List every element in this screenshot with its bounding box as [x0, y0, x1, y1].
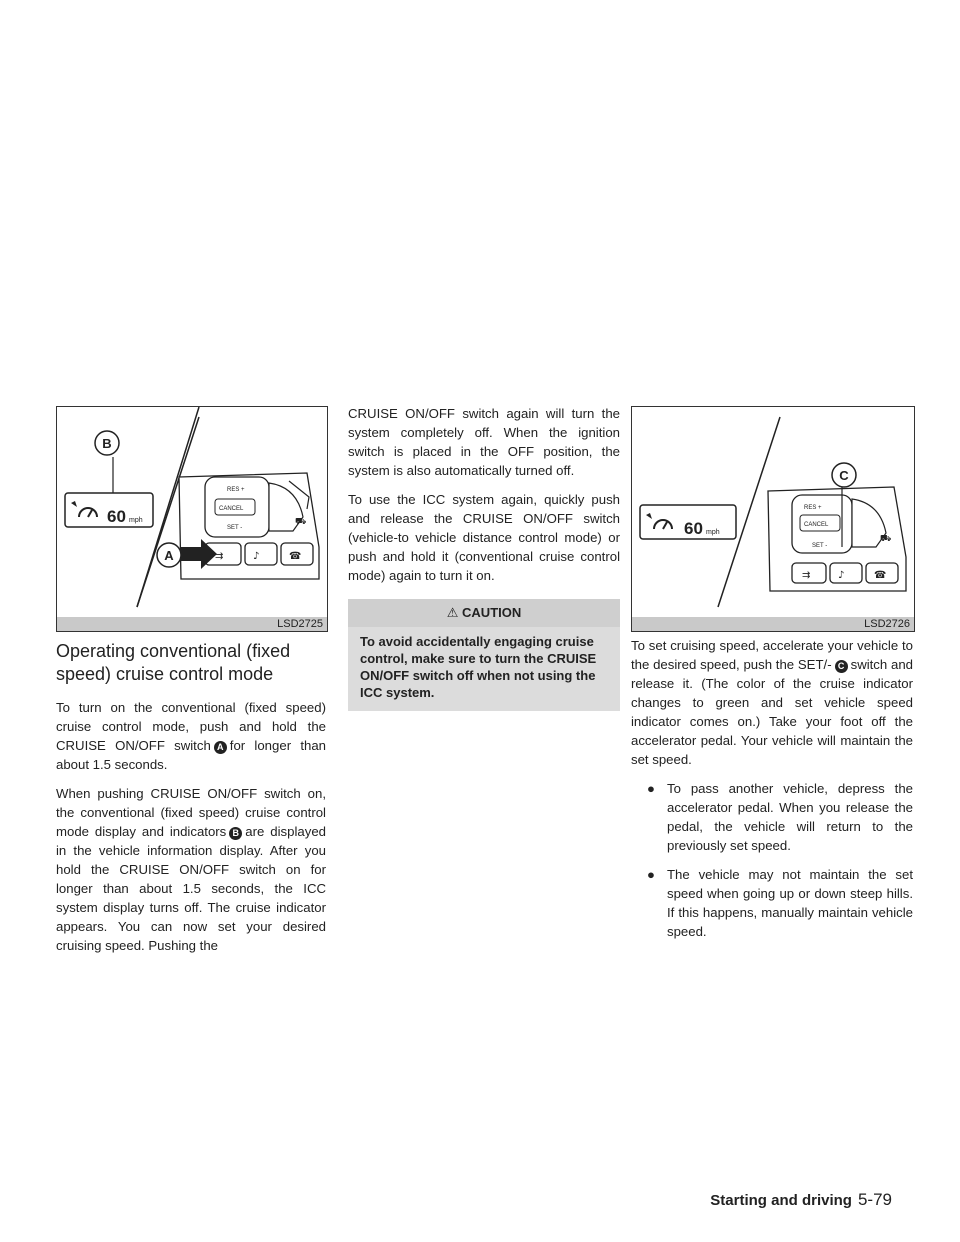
- page-footer: [710, 1190, 892, 1210]
- display-speed: 60: [684, 519, 703, 538]
- marker-a: A: [214, 741, 227, 754]
- callout-b: B: [102, 436, 112, 451]
- list-item: ● To pass another vehicle, depress the accelerator pedal. When you release the pedal, the vehicle will return to the previously set speed.: [647, 781, 913, 853]
- column-2: [348, 404, 620, 711]
- figure-cruise-switch-a-b: [56, 406, 328, 632]
- svg-text:SET -: SET -: [227, 525, 243, 531]
- svg-text:mph: mph: [706, 529, 720, 536]
- voice-icon: ♪: [253, 551, 260, 562]
- voice-icon: ♪: [838, 570, 845, 581]
- page-number: 5-79: [857, 1190, 892, 1209]
- phone-icon: ☎: [874, 570, 887, 581]
- paragraph: To set cruising speed, accelerate your vehicle to the desired speed, push the SET/- C switch and release it. (The color of the cruise indicator changes to green and set vehicle speed indicator comes on.) Take your foot off the accelerator pedal. Your vehicle will maintain the set speed.: [631, 638, 913, 767]
- bullet-icon: ●: [647, 781, 655, 796]
- caution-box: [348, 599, 620, 711]
- display-speed: 60: [107, 507, 126, 526]
- svg-text:RES +: RES +: [227, 487, 245, 493]
- column-3: [631, 636, 913, 951]
- column-1: [56, 640, 326, 965]
- svg-text:RES +: RES +: [804, 505, 822, 511]
- svg-text:mph: mph: [129, 517, 143, 524]
- cruise-onoff-icon: ⇉: [802, 570, 811, 581]
- figure-code: LSD2726: [632, 617, 914, 631]
- cruise-onoff-icon: ⇉: [215, 551, 224, 562]
- paragraph: To use the ICC system again, quickly push and release the CRUISE ON/OFF switch (vehicle-to vehicle distance control mode) or push and hold it (conventional cruise control mode) again to turn it on.: [348, 492, 620, 583]
- paragraph: To turn on the conventional (fixed speed) cruise control mode, push and hold the CRUISE ON/OFF switch A for longer than about 1.5 seconds.: [56, 700, 326, 772]
- caution-heading: ⚠ CAUTION: [348, 599, 620, 627]
- lane-icon: ⛟: [880, 534, 892, 544]
- paragraph: When pushing CRUISE ON/OFF switch on, the conventional (fixed speed) cruise control mode display and indicators B are displayed in the vehicle information display. After you hold the CRUISE ON/OFF switch on for longer than about 1.5 seconds, the ICC system display turns off. The cruise indicator appears. You can now set your desired cruising speed. Pushing the: [56, 786, 326, 953]
- paragraph: CRUISE ON/OFF switch again will turn the system completely off. When the ignition switch is placed in the OFF position, the system is also automatically turned off.: [348, 406, 620, 478]
- callout-c: C: [839, 468, 849, 483]
- warning-icon: ⚠: [446, 605, 459, 620]
- marker-b: B: [229, 827, 242, 840]
- steering-switch-illustration-1: [57, 407, 327, 631]
- marker-c: C: [835, 660, 848, 673]
- figure-set-switch-c: [631, 406, 915, 632]
- footer-section: Starting and driving: [710, 1192, 852, 1209]
- svg-text:CANCEL: CANCEL: [219, 506, 244, 512]
- section-heading: Operating conventional (fixed speed) cruise control mode: [56, 641, 291, 684]
- list-item: ● The vehicle may not maintain the set speed when going up or down steep hills. If this happens, manually maintain vehicle speed.: [647, 867, 913, 939]
- caution-text: To avoid accidentally engaging cruise control, make sure to turn the CRUISE ON/OFF switch off when not using the ICC system.: [360, 634, 597, 700]
- svg-text:SET -: SET -: [812, 543, 828, 549]
- svg-text:CANCEL: CANCEL: [804, 522, 829, 528]
- callout-a: A: [164, 548, 174, 563]
- figure-code: LSD2725: [57, 617, 327, 631]
- bullet-icon: ●: [647, 867, 655, 882]
- steering-switch-illustration-2: [632, 407, 914, 631]
- lane-icon: ⛟: [295, 517, 307, 527]
- phone-icon: ☎: [289, 551, 302, 562]
